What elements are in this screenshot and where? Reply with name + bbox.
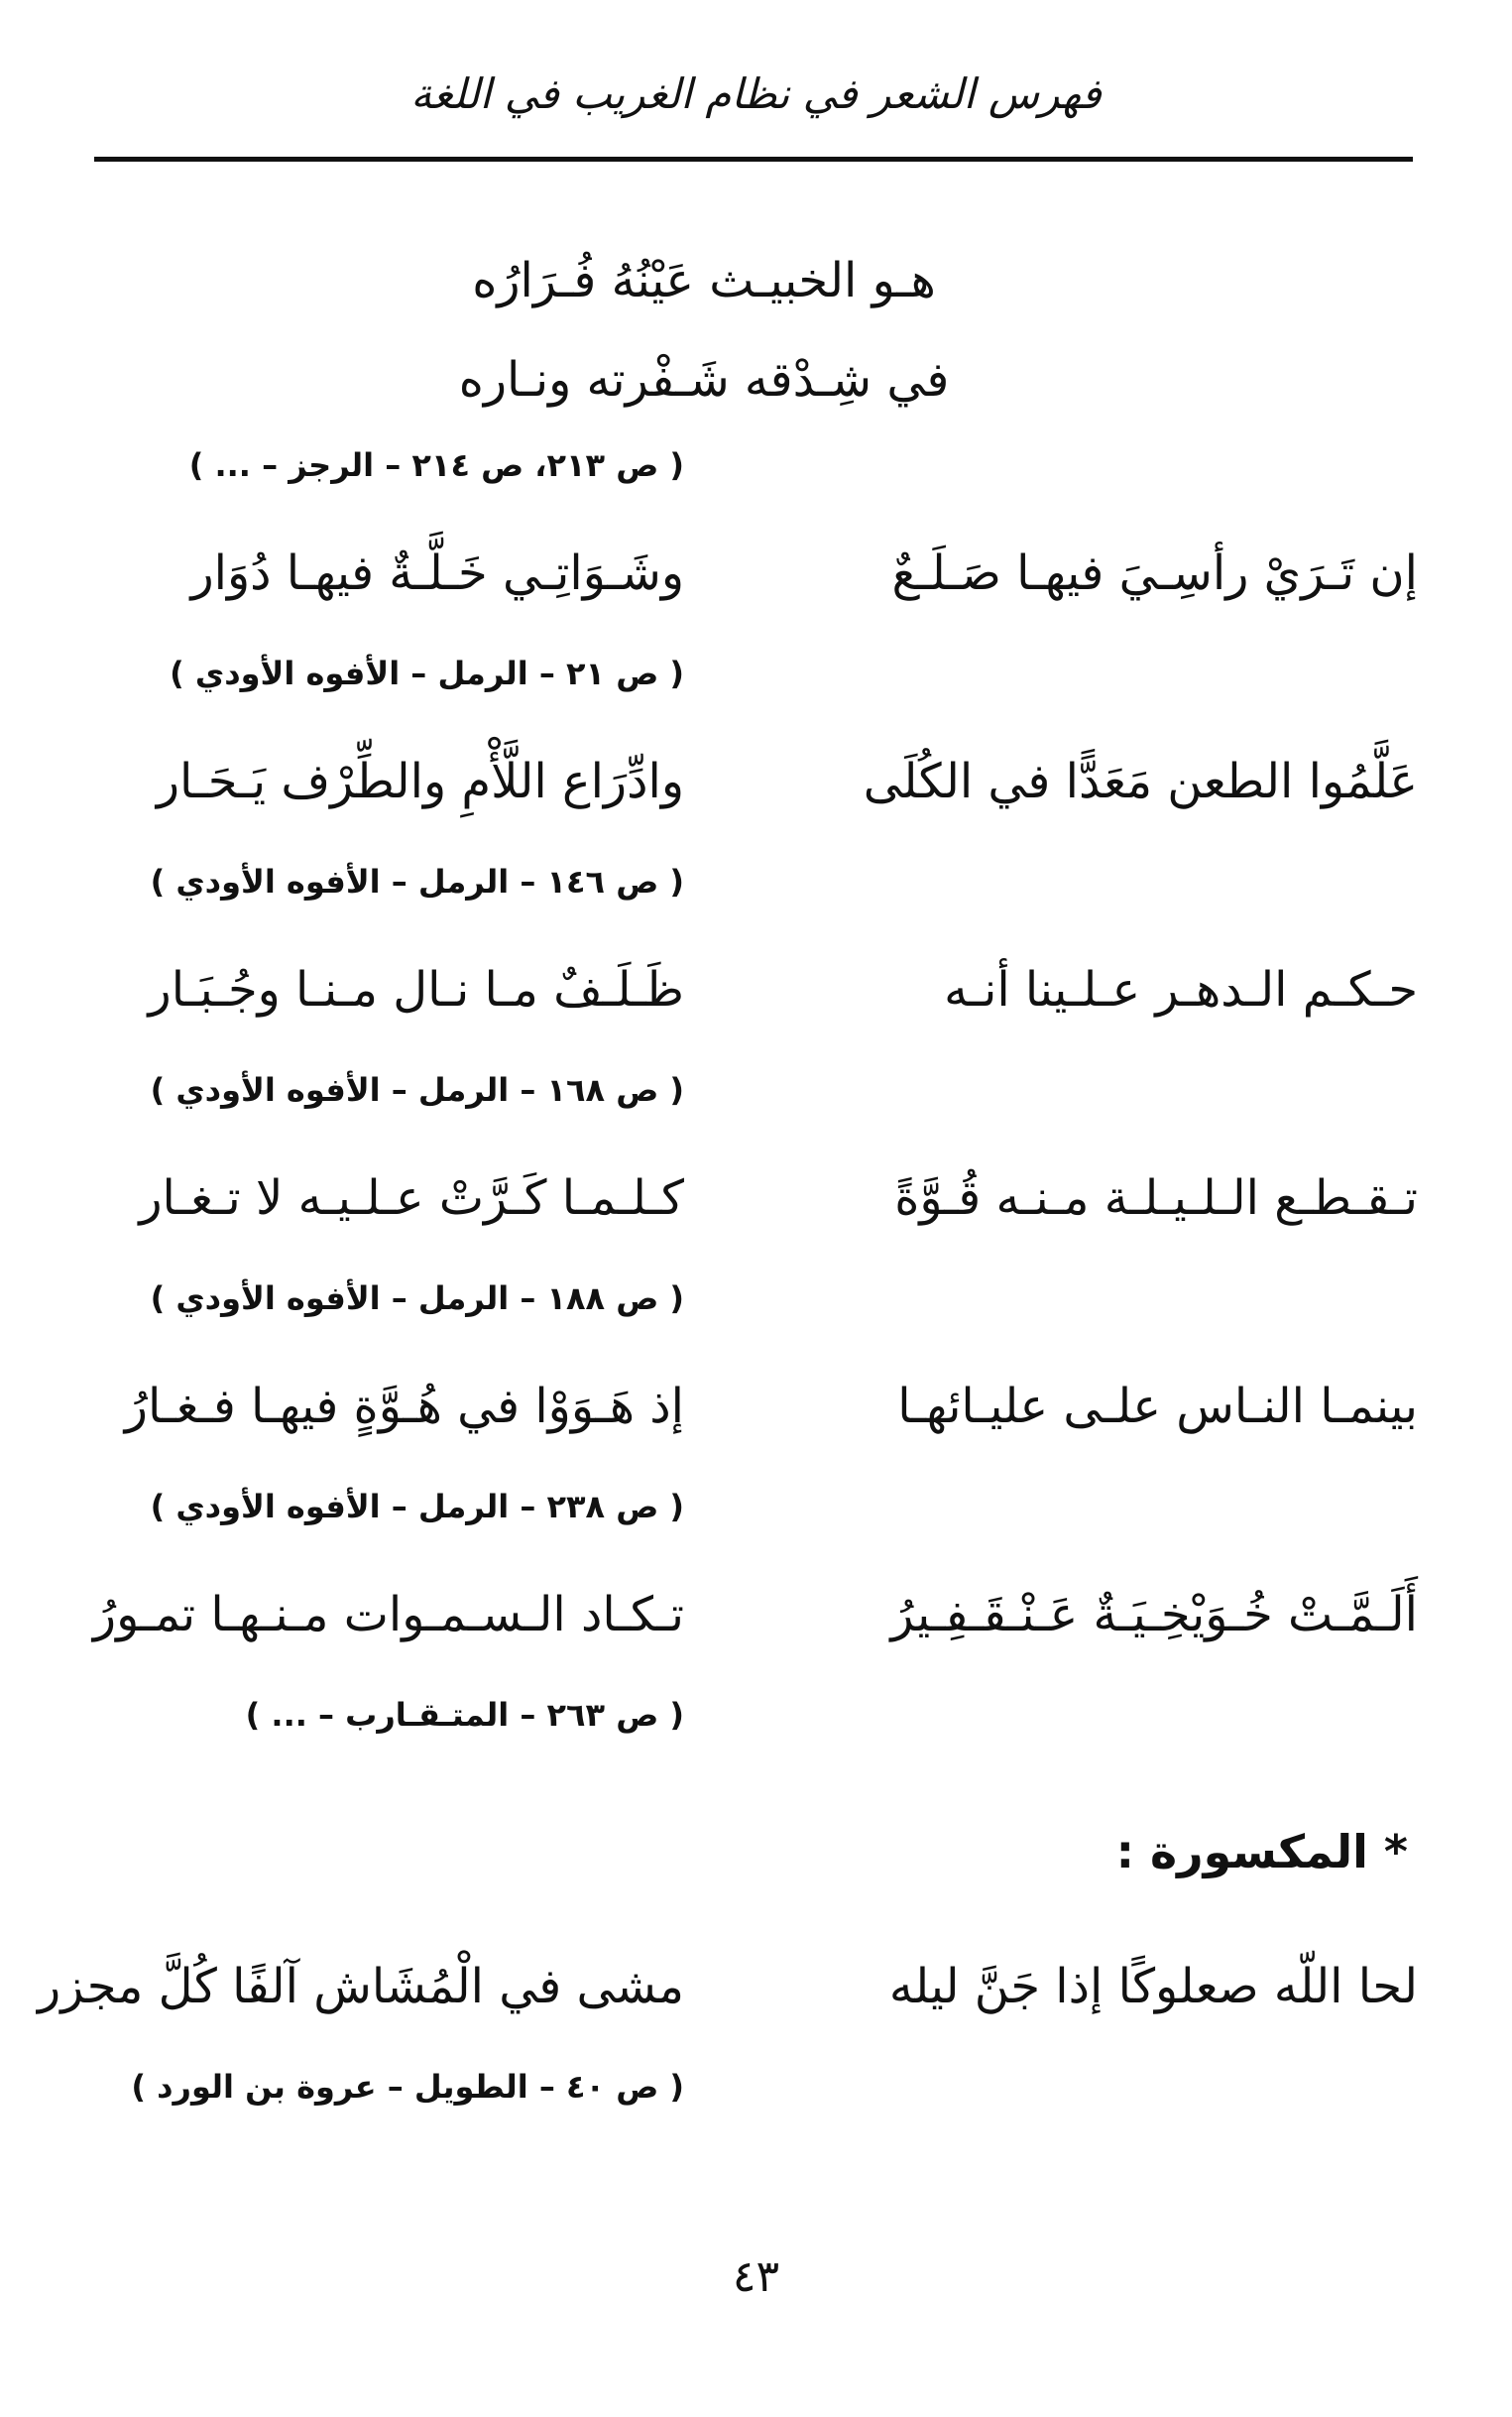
verse-row <box>89 1170 1418 1240</box>
reference-note: ( ص ٢٣٨ – الرمل – الأفوه الأودي ) <box>150 1488 684 1525</box>
verse-second-hemistich: مشى في الْمُشَاش آلفًا كُلَّ مجزر <box>38 1959 684 2014</box>
verse-first-hemistich: إن تَـرَيْ رأسِـيَ فيهـا صَـلَـعٌ <box>891 545 1418 601</box>
verse-second-hemistich: إذ هَـوَوْا في هُـوَّةٍ فيهـا فـغـارُ <box>124 1379 684 1434</box>
verse-row <box>89 754 1418 823</box>
reference-note: ( ص ٤٠ – الطويل – عروة بن الورد ) <box>131 2068 684 2106</box>
verse-first-hemistich: أَلَـمَّـتْ خُـوَيْخِـيَـةٌ عَـنْـقَـفِـيرُ <box>890 1587 1418 1642</box>
verse-first-hemistich: عَلَّمُوا الطعن مَعَدًّا في الكُلَى <box>863 754 1418 809</box>
reference-note: ( ص ٢٦٣ – المتـقـارب – ... ) <box>245 1696 684 1734</box>
verse-first-hemistich: حـكـم الـدهـر عـلـينا أنـه <box>944 962 1418 1018</box>
running-header: فهرس الشعر في نظام الغريب في اللغة <box>410 69 1102 118</box>
header-rule <box>94 157 1413 162</box>
reference-note: ( ص ١٤٦ – الرمل – الأفوه الأودي ) <box>150 863 684 901</box>
verse-row <box>38 1959 1418 2028</box>
reference-note: ( ص ١٦٨ – الرمل – الأفوه الأودي ) <box>150 1071 684 1109</box>
rajaz-line-1: هـو الخبيـث عَيْنُهُ فُـرَارُه <box>472 253 936 308</box>
verse-row <box>89 962 1418 1031</box>
verse-row <box>89 545 1418 615</box>
reference-note: ( ص ١٨٨ – الرمل – الأفوه الأودي ) <box>150 1279 684 1317</box>
rajaz-line-2: في شِـدْقه شَـفْرته ونـاره <box>458 352 950 408</box>
verse-second-hemistich: ظَـلَـفٌ مـا نـال مـنـا وجُـبَـار <box>148 962 684 1018</box>
verse-second-hemistich: وادِّرَاع اللَّأْمِ والطِّرْف يَـحَـار <box>156 754 684 809</box>
section-heading: * المكسورة : <box>1115 1825 1408 1878</box>
verse-first-hemistich: لحا اللّه صعلوكًا إذا جَنَّ ليله <box>888 1959 1418 2014</box>
verse-first-hemistich: تـقـطـع الـلـيـلـة مـنـه قُـوَّةً <box>894 1170 1418 1226</box>
verse-second-hemistich: وشَـوَاتِـي خَـلَّـةٌ فيهـا دُوَار <box>190 545 684 601</box>
verse-second-hemistich: كـلـمـا كَـرَّتْ عـلـيـه لا تـغـار <box>139 1170 684 1226</box>
verse-row <box>89 1379 1418 1448</box>
verse-first-hemistich: بينمـا النـاس علـى عليـائهـا <box>897 1379 1418 1434</box>
verse-second-hemistich: تـكـاد الـسـمـوات مـنـهـا تمـورُ <box>92 1587 684 1642</box>
reference-note: ( ص ٢١٣، ص ٢١٤ – الرجز – ... ) <box>188 446 684 484</box>
page-number: ٤٣ <box>732 2251 780 2302</box>
reference-note: ( ص ٢١ – الرمل – الأفوه الأودي ) <box>170 655 684 692</box>
verse-row <box>89 1587 1418 1656</box>
